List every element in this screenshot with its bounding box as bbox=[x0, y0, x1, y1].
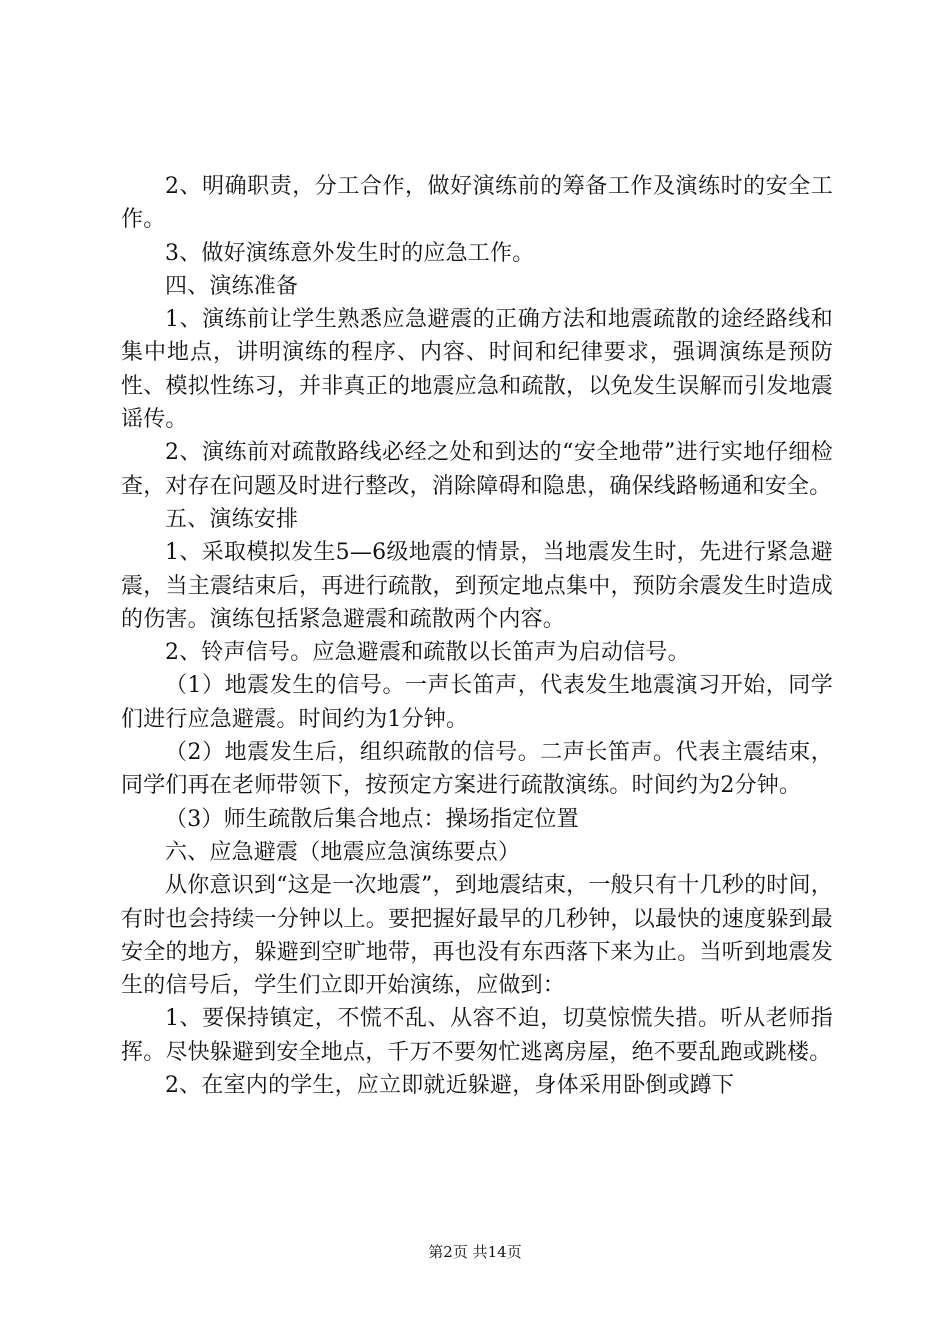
paragraph: 2、明确职责，分工合作，做好演练前的筹备工作及演练时的安全工作。 bbox=[121, 174, 833, 233]
paragraph: （2）地震发生后，组织疏散的信号。二声长笛声。代表主震结束，同学们再在老师带领下，按预定方案进行疏散演练。时间约为2分钟。 bbox=[121, 740, 833, 799]
section-heading: 五、演练安排 bbox=[165, 506, 299, 532]
page-number-label: 第2页 共14页 bbox=[428, 1243, 522, 1261]
section-heading: 六、应急避震（地震应急演练要点） bbox=[165, 839, 521, 865]
paragraph: 3、做好演练意外发生时的应急工作。 bbox=[165, 240, 535, 266]
document-body bbox=[121, 170, 833, 1102]
paragraph: 从你意识到“这是一次地震”，到地震结束，一般只有十几秒的时间，有时也会持续一分钟以上。要把握好最早的几秒钟，以最快的速度躲到最安全的地方，躲避到空旷地带，再也没有东西落下来为止。当听到地震发生的信号后，学生们立即开始演练，应做到： bbox=[121, 873, 833, 999]
paragraph: 1、演练前让学生熟悉应急避震的正确方法和地震疏散的途经路线和集中地点，讲明演练的程序、内容、时间和纪律要求，强调演练是预防性、模拟性练习，并非真正的地震应急和疏散，以免发生误解而引发地震谣传。 bbox=[121, 307, 833, 433]
paragraph: 1、要保持镇定，不慌不乱、从容不迫，切莫惊慌失措。听从老师指挥。尽快躲避到安全地点，千万不要匆忙逃离房屋，绝不要乱跑或跳楼。 bbox=[121, 1006, 833, 1065]
paragraph: 1、采取模拟发生5—6级地震的情景，当地震发生时，先进行紧急避震，当主震结束后，再进行疏散，到预定地点集中，预防余震发生时造成的伤害。演练包括紧急避震和疏散两个内容。 bbox=[121, 540, 833, 632]
paragraph: 2、演练前对疏散路线必经之处和到达的“安全地带”进行实地仔细检查，对存在问题及时进行整改，消除障碍和隐患，确保线路畅通和安全。 bbox=[121, 440, 833, 499]
paragraph: 2、铃声信号。应急避震和疏散以长笛声为启动信号。 bbox=[165, 640, 690, 666]
section-heading: 四、演练准备 bbox=[165, 273, 299, 299]
paragraph: （3）师生疏散后集合地点：操场指定位置 bbox=[165, 806, 579, 832]
paragraph: （1）地震发生的信号。一声长笛声，代表发生地震演习开始，同学们进行应急避震。时间约为1分钟。 bbox=[121, 673, 833, 732]
page-footer bbox=[0, 1242, 950, 1262]
paragraph: 2、在室内的学生，应立即就近躲避，身体采用卧倒或蹲下 bbox=[165, 1073, 735, 1099]
